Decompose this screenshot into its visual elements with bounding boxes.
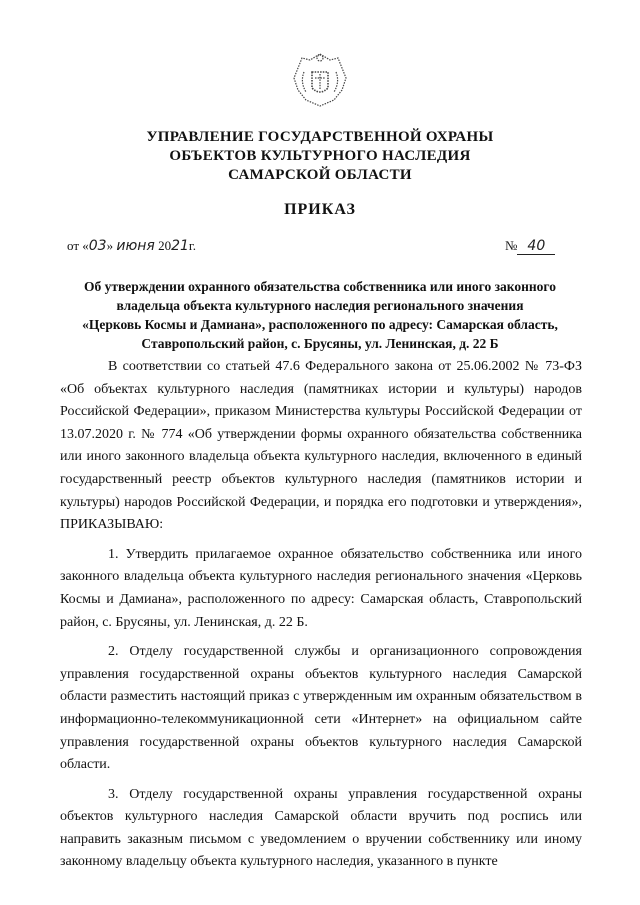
- date-day: 03: [88, 238, 107, 254]
- issuer-name-line-3: САМАРСКОЙ ОБЛАСТИ: [228, 167, 412, 183]
- date-month: июня: [116, 238, 155, 254]
- order-number: [505, 238, 555, 254]
- order-date: [67, 238, 196, 254]
- subject-line-4: Ставропольский район, с. Брусяны, ул. Ленинская, д. 22 Б: [141, 336, 499, 351]
- document-type-title: ПРИКАЗ: [284, 201, 356, 218]
- issuer-name-line-2: ОБЪЕКТОВ КУЛЬТУРНОГО НАСЛЕДИЯ: [169, 148, 471, 164]
- item-1-paragraph: 1. Утвердить прилагаемое охранное обязательство собственника или иного законного владельца объекта культурного наследия регионального значения «Церковь Космы и Дамиана», расположенного по адресу: Самарская область, Ставропольский район, с. Брусяны, ул. Ленинская, д. 22 Б.: [60, 546, 582, 630]
- date-year-prefix: 20: [158, 238, 172, 253]
- date-year-suffix: 21: [171, 238, 189, 254]
- order-subject: [60, 277, 580, 353]
- coat-of-arms-emblem-icon: [290, 50, 350, 110]
- subject-line-1: Об утверждении охранного обязательства собственника или иного законного: [84, 279, 556, 294]
- preamble-paragraph: В соответствии со статьей 47.6 Федерального закона от 25.06.2002 № 73-ФЗ «Об объектах культурного наследия (памятниках истории и культуры) народов Российской Федерации», приказом Министерства культуры Российской Федерации от 13.07.2020 г. № 774 «Об утверждении формы охранного обязательства собственника или иного законного владельца объекта культурного наследия, включенного в единый государственный реестр объектов культурного наследия (памятников истории и культуры) народов Российской Федерации, и порядка его подготовки и утверждения», ПРИКАЗЫВАЮ:: [60, 359, 582, 533]
- date-prefix: от «: [67, 238, 89, 253]
- number-value: 40: [517, 238, 555, 255]
- date-mid: »: [106, 238, 114, 253]
- subject-line-3: «Церковь Космы и Дамиана», расположенного по адресу: Самарская область,: [82, 317, 558, 332]
- issuer-name-line-1: УПРАВЛЕНИЕ ГОСУДАРСТВЕННОЙ ОХРАНЫ: [146, 129, 494, 145]
- item-2-paragraph: 2. Отделу государственной службы и организационного сопровождения управления государственной охраны объектов культурного наследия Самарской области разместить настоящий приказ с утвержденным им охранным обязательством в информационно-телекоммуникационной сети «Интернет» на официальном сайте управления государственной охраны объектов культурного наследия Самарской области.: [60, 644, 582, 773]
- subject-line-2: владельца объекта культурного наследия регионального значения: [116, 298, 524, 313]
- item-3-paragraph: 3. Отделу государственной охраны управления государственной охраны объектов культурного наследия Самарской области вручить под роспись или направить заказным письмом с уведомлением о вручении собственнику или иному законному владельцу объекта культурного наследия, указанного в пункте: [60, 786, 582, 870]
- date-suffix: г.: [188, 238, 197, 253]
- number-prefix: №: [505, 238, 518, 253]
- order-body: [60, 356, 582, 874]
